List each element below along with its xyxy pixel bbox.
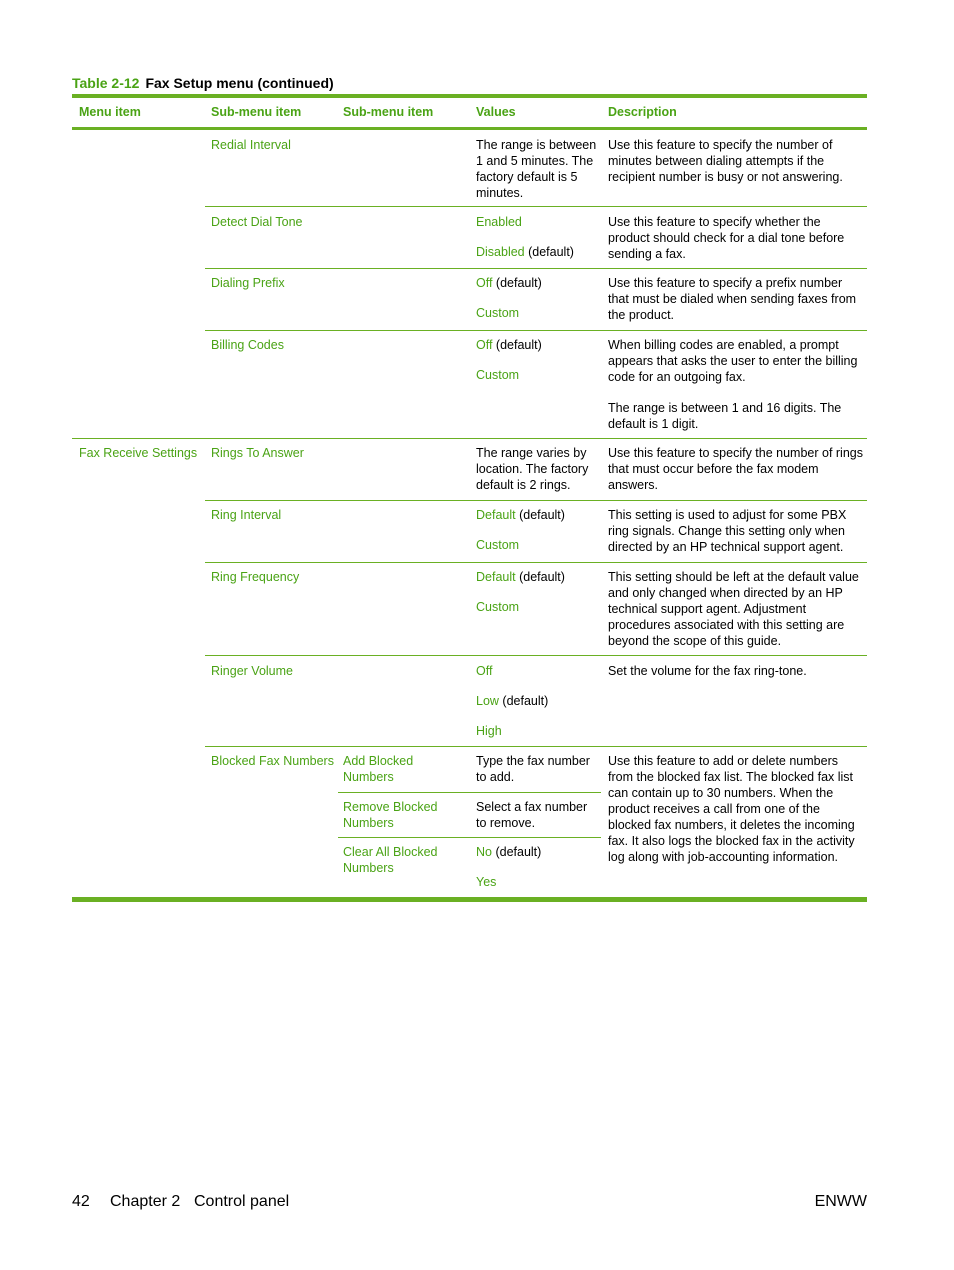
value-option: Custom <box>476 306 520 320</box>
value-text: (default) <box>498 694 549 708</box>
sub-menu-item: Ringer Volume <box>211 664 293 678</box>
sub-menu-item: Rings To Answer <box>211 446 304 460</box>
value-item <box>476 693 601 709</box>
row-divider <box>205 330 867 331</box>
row-divider <box>338 837 601 838</box>
value-option: Custom <box>476 368 520 382</box>
value-text: Type the fax number to add. <box>476 754 590 784</box>
value-option: Custom <box>476 600 520 614</box>
row-divider <box>205 268 867 269</box>
value-option: Default <box>476 508 516 522</box>
description: Use this feature to specify the number of rings that must occur before the fax modem answers. <box>608 446 863 492</box>
value-item <box>476 275 601 291</box>
table-caption <box>72 75 334 91</box>
row-divider <box>338 792 601 793</box>
value-text: (default) <box>515 570 565 584</box>
description: This setting should be left at the default value and only changed when directed by an HP technical support agent. Adjustment procedures associated with this setting are beyond the scope of this guide. <box>608 570 859 648</box>
value-text: (default) <box>524 245 574 259</box>
value-item <box>476 799 601 831</box>
value-item <box>476 874 601 890</box>
header-sub-menu-item-1: Sub-menu item <box>211 105 302 119</box>
value-item <box>476 137 601 201</box>
page-number: 42 <box>72 1193 90 1210</box>
value-text: (default) <box>491 845 542 859</box>
table-bottom-rule <box>72 897 867 902</box>
row-divider <box>205 500 867 501</box>
sub-menu-item: Detect Dial Tone <box>211 215 303 229</box>
value-text: (default) <box>515 508 565 522</box>
description: Set the volume for the fax ring-tone. <box>608 664 807 678</box>
header-menu-item: Menu item <box>79 105 141 119</box>
value-option: No <box>476 845 492 859</box>
chapter-label: Chapter 2 <box>110 1193 181 1210</box>
value-option: High <box>476 724 502 738</box>
header-description: Description <box>608 105 677 119</box>
sub-menu-item-2: Clear All Blocked Numbers <box>343 845 438 875</box>
description: Use this feature to specify the number of minutes between dialing attempts if the recipient number is busy or not answering. <box>608 138 843 184</box>
value-item <box>476 599 601 615</box>
description: Use this feature to add or delete numbers from the blocked fax list. The blocked fax list can contain up to 30 numbers. When the product receives a call from one of the blocked fax numbers, it deletes the incoming fax. It also logs the blocked fax in the activity log along with job-accounting information. <box>608 754 855 864</box>
value-text: Select a fax number to remove. <box>476 800 588 830</box>
value-option: Yes <box>476 875 497 889</box>
sub-menu-item: Ring Interval <box>211 508 282 522</box>
value-item <box>476 753 601 785</box>
value-text: The range is between 1 and 5 minutes. The factory default is 5 minutes. <box>476 138 597 200</box>
value-item <box>476 214 601 230</box>
value-option: Off <box>476 664 493 678</box>
sub-menu-item-2: Add Blocked Numbers <box>343 754 414 784</box>
sub-menu-item: Ring Frequency <box>211 570 300 584</box>
value-option: Custom <box>476 538 520 552</box>
value-item <box>476 337 601 353</box>
value-item <box>476 445 601 493</box>
value-option: Disabled <box>476 245 525 259</box>
header-values: Values <box>476 105 516 119</box>
row-divider <box>72 438 867 439</box>
sub-menu-item: Blocked Fax Numbers <box>211 754 334 768</box>
sub-menu-item-2: Remove Blocked Numbers <box>343 800 438 830</box>
value-text: (default) <box>492 276 542 290</box>
row-divider <box>205 746 867 747</box>
description: Use this feature to specify a prefix number that must be dialed when sending faxes from the product. <box>608 276 857 322</box>
sub-menu-item: Billing Codes <box>211 338 284 352</box>
value-option: Off <box>476 276 493 290</box>
table-top-rule <box>72 94 867 98</box>
value-item <box>476 537 601 553</box>
value-option: Off <box>476 338 493 352</box>
description: This setting is used to adjust for some PBX ring signals. Change this setting only when directed by an HP technical support agent. <box>608 508 847 554</box>
table-number: Table 2-12 <box>72 75 140 91</box>
value-item <box>476 367 601 383</box>
table-title: Fax Setup menu (continued) <box>145 75 334 91</box>
value-text: (default) <box>492 338 542 352</box>
value-item <box>476 723 601 739</box>
value-item <box>476 305 601 321</box>
description: Use this feature to specify whether the product should check for a dial tone before sending a fax. <box>608 215 845 261</box>
header-sub-menu-item-2: Sub-menu item <box>343 105 434 119</box>
section-label: Control panel <box>194 1193 290 1210</box>
header-rule <box>72 127 867 130</box>
sub-menu-item: Dialing Prefix <box>211 276 285 290</box>
description: The range is between 1 and 16 digits. The default is 1 digit. <box>608 401 842 431</box>
value-item <box>476 244 601 260</box>
description: When billing codes are enabled, a prompt appears that asks the user to enter the billing code for an outgoing fax. <box>608 338 858 384</box>
value-item <box>476 844 601 860</box>
menu-item: Fax Receive Settings <box>79 446 198 460</box>
value-option: Enabled <box>476 215 522 229</box>
row-divider <box>205 655 867 656</box>
value-item <box>476 663 601 679</box>
sub-menu-item: Redial Interval <box>211 138 291 152</box>
value-text: The range varies by location. The factory default is 2 rings. <box>476 446 589 492</box>
row-divider <box>205 206 867 207</box>
value-item <box>476 569 601 585</box>
row-divider <box>205 562 867 563</box>
value-option: Low <box>476 694 499 708</box>
brand-label: ENWW <box>814 1193 867 1210</box>
value-item <box>476 507 601 523</box>
value-option: Default <box>476 570 516 584</box>
